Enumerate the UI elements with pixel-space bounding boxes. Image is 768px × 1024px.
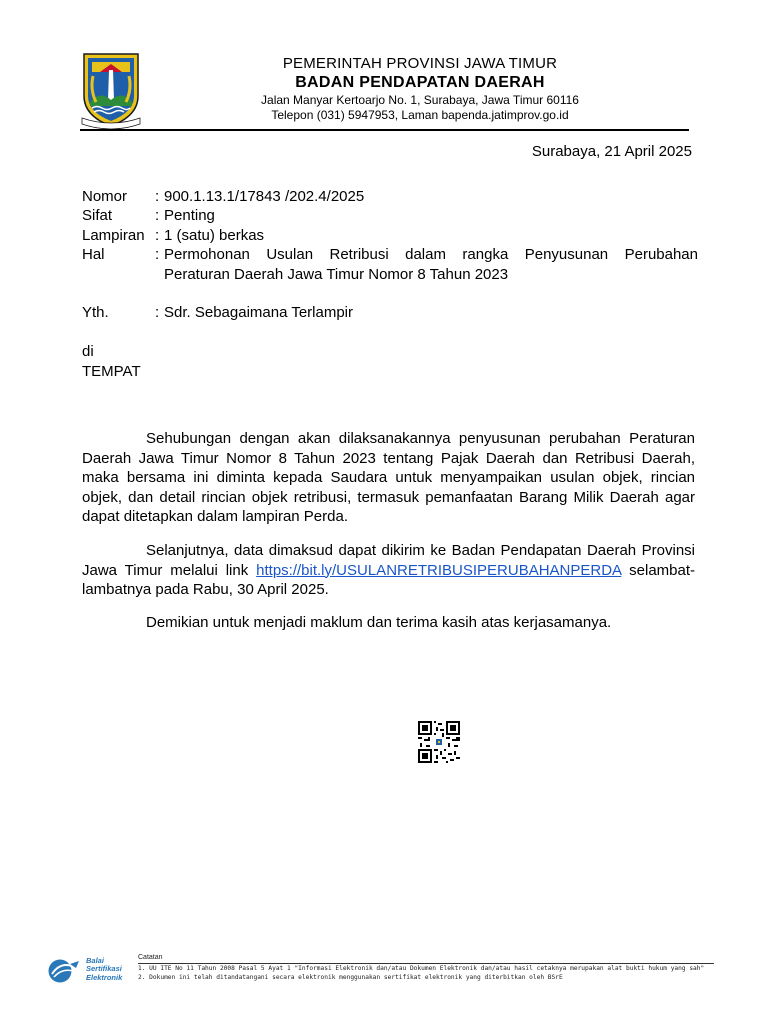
letterhead-address: Jalan Manyar Kertoarjo No. 1, Surabaya, Jawa Timur 60116 — [261, 93, 579, 107]
addressee-di: di — [82, 343, 94, 360]
lampiran-value: 1 (satu) berkas — [164, 227, 265, 244]
bsre-line-3: Elektronik — [86, 972, 123, 982]
bsre-line-2: Sertifikasi — [86, 964, 122, 974]
colon: : — [155, 188, 160, 205]
bsre-wordmark — [86, 957, 122, 982]
colon: : — [155, 227, 160, 244]
hal-value-line2: Peraturan Daerah Jawa Timur Nomor 8 Tahun 2023 — [164, 266, 509, 283]
body-paragraph-1 — [82, 429, 695, 527]
sifat-value: Penting — [164, 207, 215, 224]
letterhead-divider — [80, 129, 689, 131]
body-paragraph-1-text: Sehubungan dengan akan dilaksanakannya penyusunan perubahan Peraturan Daerah Jawa Timur Nomor 8 Tahun 2023 tentang Pajak Daerah dan Retribusi Daerah, maka bersama ini diminta kepada Saudara untuk menyampaikan usulan objek, rincian objek, dan detail rincian objek retribusi, termasuk pemanfaatan Barang Milik Daerah agar dapat ditetapkan dalam lampiran Perda. — [82, 430, 695, 525]
letterhead-contact: Telepon (031) 5947953, Laman bapenda.jatimprov.go.id — [271, 108, 569, 122]
hal-value-line1: Permohonan Usulan Retribusi dalam rangka Penyusunan Perubahan — [164, 246, 698, 263]
bsre-logo-icon — [46, 958, 84, 984]
footer-divider — [138, 963, 714, 964]
body-paragraph-2 — [82, 541, 695, 600]
letter-date: Surabaya, 21 April 2025 — [531, 143, 692, 160]
body-paragraph-3 — [82, 613, 695, 633]
body-paragraph-3-text: Demikian untuk menjadi maklum dan terima kasih atas kerjasamanya. — [146, 614, 612, 631]
nomor-value: 900.1.13.1/17843 /202.4/2025 — [164, 188, 365, 205]
footer-note-title: Catatan — [138, 954, 163, 961]
addressee-place: TEMPAT — [82, 363, 141, 380]
east-java-crest-logo — [80, 50, 142, 130]
submission-link[interactable]: https://bit.ly/USULANRETRIBUSIPERUBAHANPERDA — [256, 561, 622, 579]
yth-label: Yth. — [82, 304, 109, 321]
signature-qr-code — [418, 721, 460, 763]
yth-value: Sdr. Sebagaimana Terlampir — [164, 304, 353, 321]
body-paragraph-2-tail: selambat-lambatnya pada Rabu, 30 April 2025. — [82, 561, 696, 598]
lampiran-label: Lampiran — [82, 227, 145, 244]
bsre-line-1: Balai — [86, 956, 104, 965]
colon: : — [155, 246, 160, 263]
colon: : — [155, 304, 160, 321]
colon: : — [155, 207, 160, 224]
nomor-label: Nomor — [82, 188, 128, 205]
letterhead-agency: PEMERINTAH PROVINSI JAWA TIMUR — [282, 55, 558, 72]
body-paragraph-2-text: Selanjutnya, data dimaksud dapat dikirim ke Badan Pendapatan Daerah Provinsi Jawa Timur melalui link — [82, 542, 695, 579]
footer-note-1: 1. UU ITE No 11 Tahun 2008 Pasal 5 Ayat 1 "Informasi Elektronik dan/atau Dokumen Elektronik dan/atau hasil cetaknya merupakan alat bukti hukum yang sah" — [138, 965, 705, 972]
footer-note-2: 2. Dokumen ini telah ditandatangani secara elektronik menggunakan sertifikat elektronik yang diterbitkan oleh BSrE — [138, 974, 563, 981]
letterhead — [220, 55, 620, 123]
hal-label: Hal — [82, 246, 105, 263]
letterhead-office: BADAN PENDAPATAN DAERAH — [295, 74, 545, 91]
sifat-label: Sifat — [82, 207, 113, 224]
